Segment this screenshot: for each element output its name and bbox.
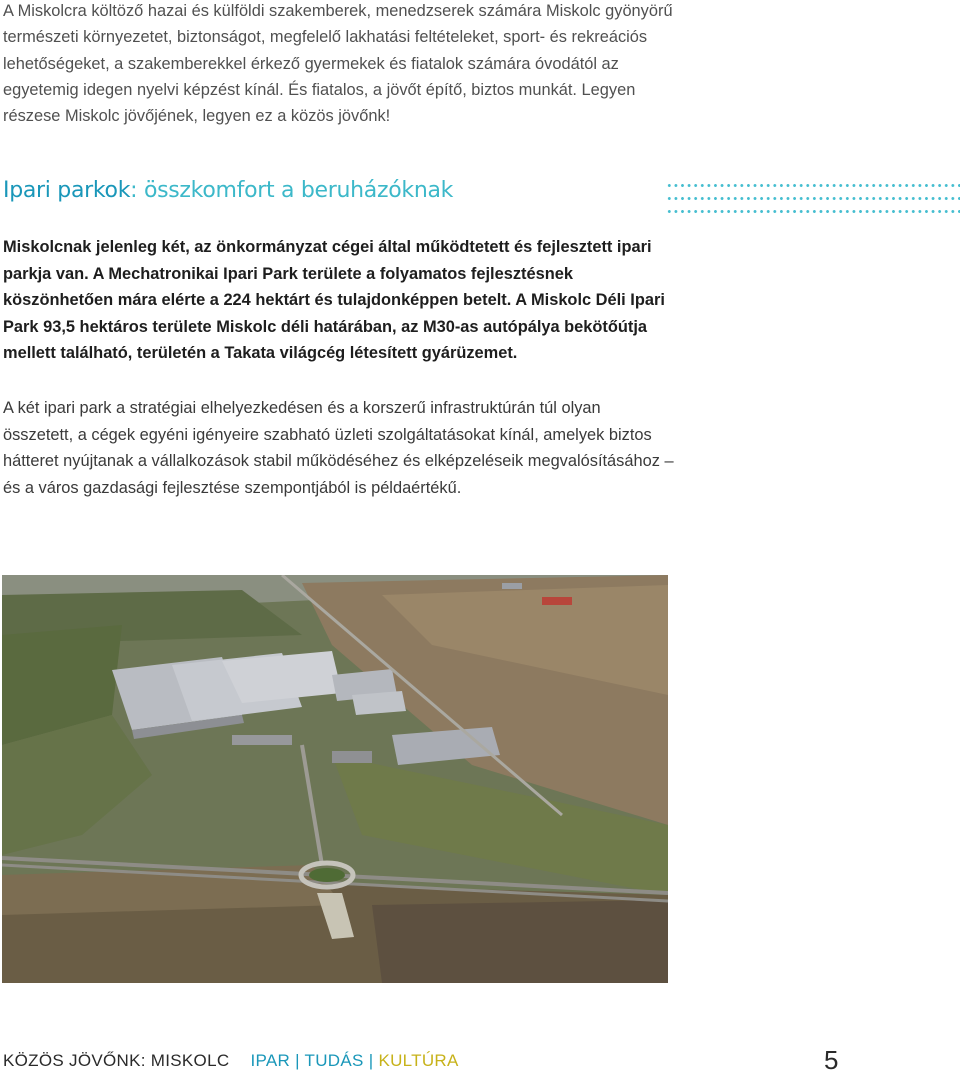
aerial-photo-industrial-park [2,575,668,983]
footer-separator-1: | [295,1051,300,1070]
section-title-accent: Ipari parkok [3,178,131,203]
footer-tudas: TUDÁS [304,1051,364,1070]
footer-separator-2: | [368,1051,374,1070]
intro-paragraph: A Miskolcra költöző hazai és külföldi szakemberek, menedzserek számára Miskolc gyönyörű természeti környezetet, biztonságot, megfelelő lakhatási feltételeket, sport- és rekreációs lehetőségeket, a szakemberekkel érkező gyermekek és fiatalok számára óvodától az egyetemig idegen nyelvi képzést kínál. És fiatalos, a jövőt építő, biztos munkát. Legyen részese Miskolc jövőjének, legyen ez a közös jövőnk! [3,2,673,126]
page-number: 5 [824,1045,839,1075]
footer-ipar: IPAR [250,1051,291,1070]
industrial-parks-paragraph: A két ipari park a stratégiai elhelyezkedésen és a korszerű infrastruktúrán túl olyan összetett, a cégek egyéni igényeire szabható üzleti szolgáltatásokat kínál, amelyek biztos hátteret nyújtanak a vállalkozások stabil működéséhez és elképzeléseik megvalósításához – és a város gazdasági fejlesztése szempontjából is példaértékű. [3,399,674,497]
footer-kultura: KULTÚRA [378,1051,459,1070]
section-title-rest: : összkomfort a beruházóknak [130,178,454,203]
section-title [3,178,453,203]
footer-title [3,1051,459,1071]
industrial-parks-bold-paragraph: Miskolcnak jelenleg két, az önkormányzat cégei által működtetett és fejlesztett ipari parkja van. A Mechatronikai Ipari Park területe a folyamatos fejlesztésnek köszönhetően mára elérte a 224 hektárt és tulajdonképpen betelt. A Miskolc Déli Ipari Park 93,5 hektáros területe Miskolc déli határában, az M30-as autópálya bekötőútja mellett található, területén a Takata világcég létesített gyárüzemet. [3,238,665,363]
footer-publication-title: KÖZÖS JÖVŐNK: MISKOLC [3,1051,230,1070]
dotted-decoration [666,179,960,215]
